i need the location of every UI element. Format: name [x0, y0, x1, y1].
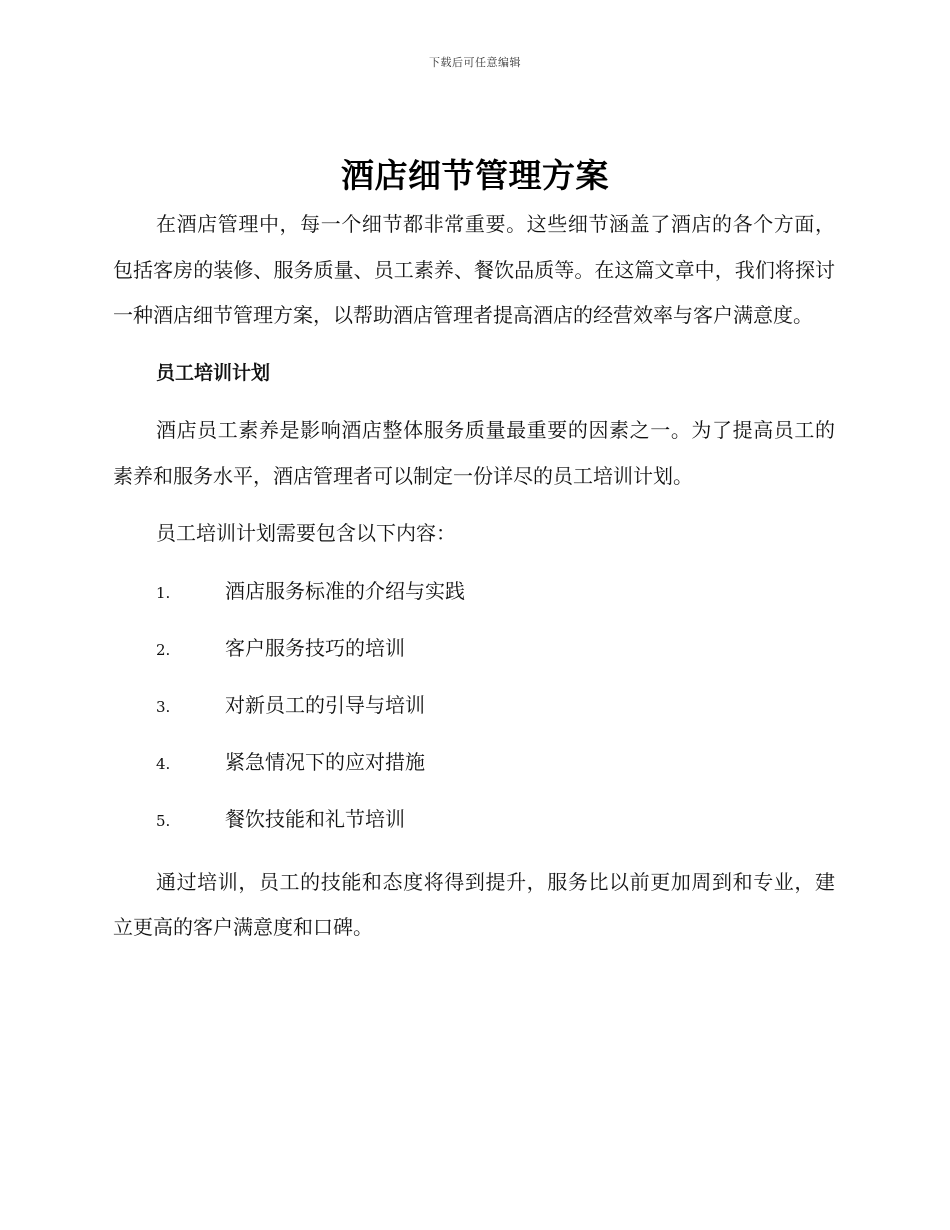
- list-item: [113, 563, 835, 620]
- list-item-text: 酒店服务标准的介绍与实践: [225, 578, 465, 603]
- list-item-text: 餐饮技能和礼节培训: [225, 806, 405, 831]
- list-item-number: 1.: [156, 583, 171, 602]
- list-item: [113, 791, 835, 848]
- section-paragraph: 酒店员工素养是影响酒店整体服务质量最重要的因素之一。为了提高员工的素养和服务水平，酒店管理者可以制定一份详尽的员工培训计划。: [113, 418, 835, 488]
- list-item-text: 紧急情况下的应对措施: [225, 749, 425, 774]
- spacer: [113, 499, 835, 511]
- list-item-text: 客户服务技巧的培训: [225, 635, 405, 660]
- list-intro-paragraph: 员工培训计划需要包含以下内容：: [156, 521, 456, 545]
- list-item-number: 5.: [156, 811, 171, 830]
- spacer: [113, 339, 835, 351]
- list-item: [113, 677, 835, 734]
- spacer: [113, 396, 835, 408]
- header-note: 下载后可任意编辑: [429, 56, 521, 69]
- document-body: [113, 202, 835, 951]
- list-item-number: 2.: [156, 640, 171, 659]
- conclusion-paragraph: 通过培训，员工的技能和态度将得到提升，服务比以前更加周到和专业，建立更高的客户满意度和口碑。: [113, 869, 835, 939]
- intro-paragraph: 在酒店管理中，每一个细节都非常重要。这些细节涵盖了酒店的各个方面，包括客房的装修、服务质量、员工素养、餐饮品质等。在这篇文章中，我们将探讨一种酒店细节管理方案，以帮助酒店管理者提高酒店的经营效率与客户满意度。: [113, 212, 835, 327]
- list-item-number: 4.: [156, 754, 171, 773]
- list-item-text: 对新员工的引导与培训: [225, 692, 425, 717]
- list-item-number: 3.: [156, 697, 171, 716]
- section-heading: 员工培训计划: [156, 361, 271, 384]
- list-item: [113, 620, 835, 677]
- document-title: 酒店细节管理方案: [341, 156, 609, 195]
- training-list: [113, 563, 835, 848]
- list-item: [113, 734, 835, 791]
